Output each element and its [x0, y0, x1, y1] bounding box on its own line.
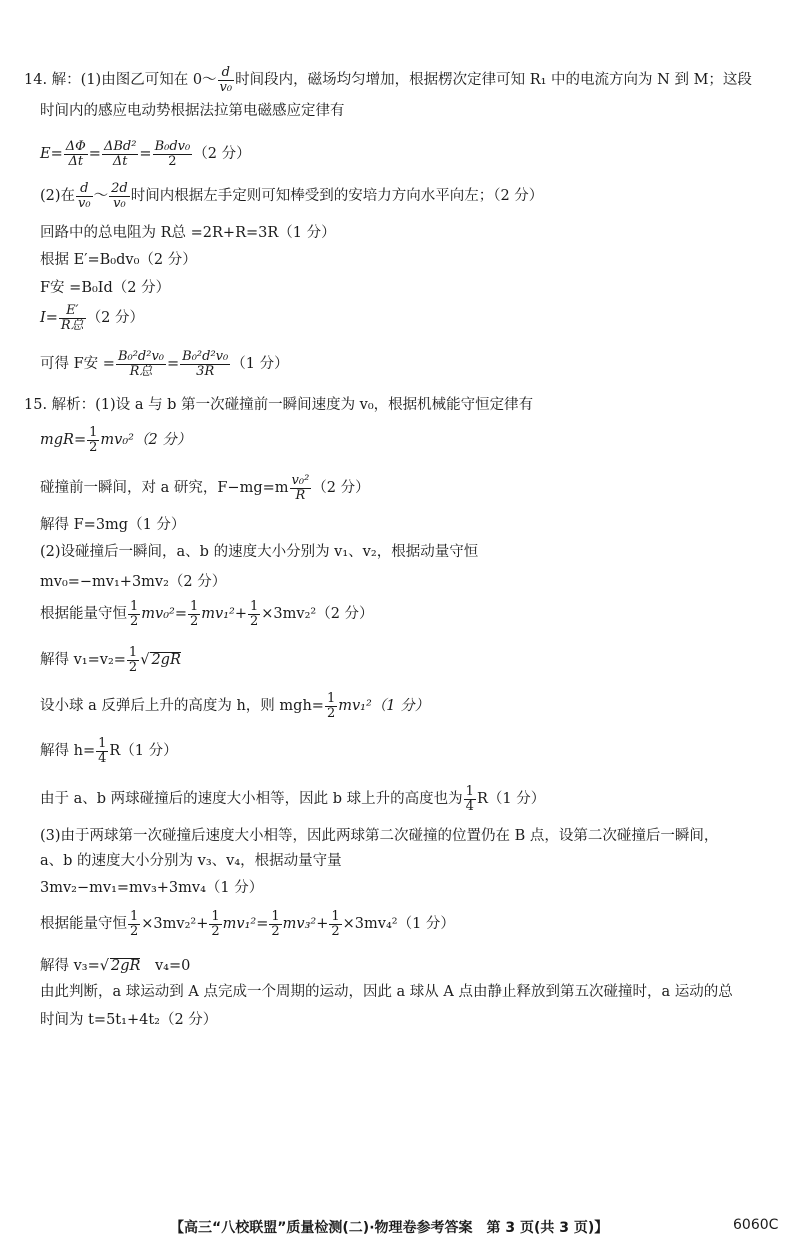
q14-line-9: 可得 F安 = $\frac{\text{B₀²d²v₀}}{\text{R总}}$ = $\frac{\text{B₀²d²v₀}}{3R}$ （1 分）	[40, 349, 289, 379]
q14-line-3: E= $\frac{\Delta\Phi}{\Delta t}$ = $\frac{\text{ΔBd²}}{\Delta t}$ = $\frac{\text{B₀dv₀}}{2}$ （2 分）	[40, 139, 251, 169]
q14-line-7: F安 =B₀Id（2 分）	[40, 280, 171, 296]
q14-line-4: (2)在 $\frac{d}{\text{v₀}}$ ～ $\frac{2d}{\text{v₀}}$ 时间内根据左手定则可知棒受到的安培力方向水平向左；（2 分）	[40, 181, 544, 211]
q15-line-3: 碰撞前一瞬间，对 a 研究，F−mg=m $\frac{\text{v₀²}}{R}$ （2 分）	[40, 473, 370, 503]
q15-line-7: 根据能量守恒 $\frac{1}{2}$ mv₀²= $\frac{1}{2}$ mv₁²+ $\frac{1}{2}$ ×3mv₂²（2 分）	[40, 599, 374, 629]
q15-line-6: mv₀=−mv₁+3mv₂（2 分）	[40, 574, 227, 590]
q15-line-12: (3)由于两球第一次碰撞后速度大小相等，因此两球第二次碰撞的位置仍在 B 点，设第二次碰撞后一瞬间，	[40, 828, 719, 844]
q15-line-13: a、b 的速度大小分别为 v₃、v₄，根据动量守量	[40, 853, 342, 869]
q15-line-14: 3mv₂−mv₁=mv₃+3mv₄（1 分）	[40, 880, 264, 896]
q15-line-16: 解得 v₃=√ 2gR v₄=0	[40, 958, 191, 974]
fraction: $\frac{d}{\text{v₀}}$	[219, 65, 233, 95]
q14-line-2: 时间内的感应电动势根据法拉第电磁感应定律有	[40, 103, 345, 119]
text: 时间段内，磁场均匀增加，根据楞次定律可知 R₁ 中的电流方向为 N 到 M；这段	[235, 72, 752, 89]
q14-line-1	[24, 66, 752, 94]
q14-line-8: I= $\frac{E'}{\text{R总}}$ （2 分）	[40, 303, 145, 333]
q15-line-9: 设小球 a 反弹后上升的高度为 h，则 mgh= $\frac{1}{2}$ mv₁²（1 分）	[40, 691, 430, 721]
q15-line-15: 根据能量守恒 $\frac{1}{2}$ ×3mv₂²+ $\frac{1}{2}$ mv₁²= $\frac{1}{2}$ mv₃²+ $\frac{1}{2}$ ×3mv₄²（1 分）	[40, 909, 455, 939]
q15-line-2: mgR= $\frac{1}{2}$ mv₀²（2 分）	[40, 425, 192, 455]
q14-line-5: 回路中的总电阻为 R总 =2R+R=3R（1 分）	[40, 225, 336, 241]
q15-line-5: (2)设碰撞后一瞬间，a、b 的速度大小分别为 v₁、v₂，根据动量守恒	[40, 544, 479, 560]
q14-line-6: 根据 E′=B₀dv₀（2 分）	[40, 252, 197, 268]
text: 14. 解：(1)由图乙可知在 0～	[24, 72, 217, 89]
q15-line-17: 由此判断，a 球运动到 A 点完成一个周期的运动，因此 a 球从 A 点由静止释放到第五次碰撞时，a 运动的总	[40, 984, 733, 1000]
page-footer: 【高三“八校联盟”质量检测(二)·物理卷参考答案 第 3 页(共 3 页)】	[170, 1220, 609, 1236]
q15-line-8: 解得 v₁=v₂= $\frac{1}{2}$ √ 2gR	[40, 645, 181, 675]
q15-line-18: 时间为 t=5t₁+4t₂（2 分）	[40, 1012, 218, 1028]
q15-line-4: 解得 F=3mg（1 分）	[40, 517, 186, 533]
q15-line-1: 15. 解析：(1)设 a 与 b 第一次碰撞前一瞬间速度为 v₀，根据机械能守恒定律有	[24, 397, 534, 413]
q15-line-10: 解得 h= $\frac{1}{4}$ R（1 分）	[40, 736, 178, 766]
q15-line-11: 由于 a、b 两球碰撞后的速度大小相等，因此 b 球上升的高度也为 $\frac{1}{4}$ R（1 分）	[40, 784, 546, 814]
paper-code: 6060C	[733, 1217, 779, 1233]
